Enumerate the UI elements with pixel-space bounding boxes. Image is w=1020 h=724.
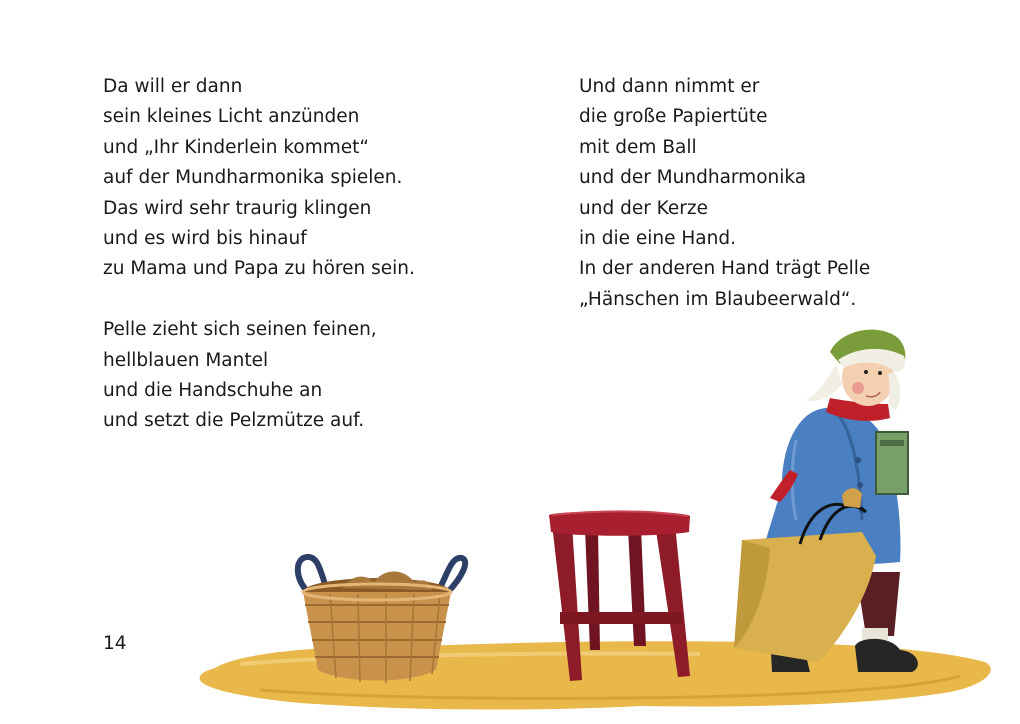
- text-line: Das wird sehr traurig klingen: [103, 197, 372, 219]
- text-line: und der Kerze: [579, 197, 708, 219]
- text-line: auf der Mundharmonika spielen.: [103, 167, 403, 189]
- text-line: und der Mundharmonika: [579, 167, 807, 189]
- text-line: Da will er dann: [103, 76, 243, 97]
- text-line: und setzt die Pelzmütze auf.: [103, 410, 365, 432]
- text-line: zu Mama und Papa zu hören sein.: [103, 258, 415, 280]
- boy-figure: [734, 330, 918, 672]
- text-line: sein kleines Licht anzünden: [103, 106, 360, 128]
- text-line: „Hänschen im Blaubeerwald“.: [579, 288, 857, 310]
- text-line: und „Ihr Kinderlein kommet“: [103, 136, 369, 158]
- text-line: und die Handschuhe an: [103, 380, 323, 402]
- text-line: und es wird bis hinauf: [103, 228, 307, 250]
- text-line: Pelle zieht sich seinen feinen,: [103, 319, 377, 341]
- text-line: mit dem Ball: [579, 136, 697, 158]
- text-line: die große Papiertüte: [579, 106, 768, 128]
- page-number: 14: [103, 633, 127, 654]
- text-line: hellblauen Mantel: [103, 349, 269, 371]
- text-line: in die eine Hand.: [579, 228, 736, 250]
- text-line: In der anderen Hand trägt Pelle: [579, 258, 871, 280]
- text-line: Und dann nimmt er: [579, 76, 760, 97]
